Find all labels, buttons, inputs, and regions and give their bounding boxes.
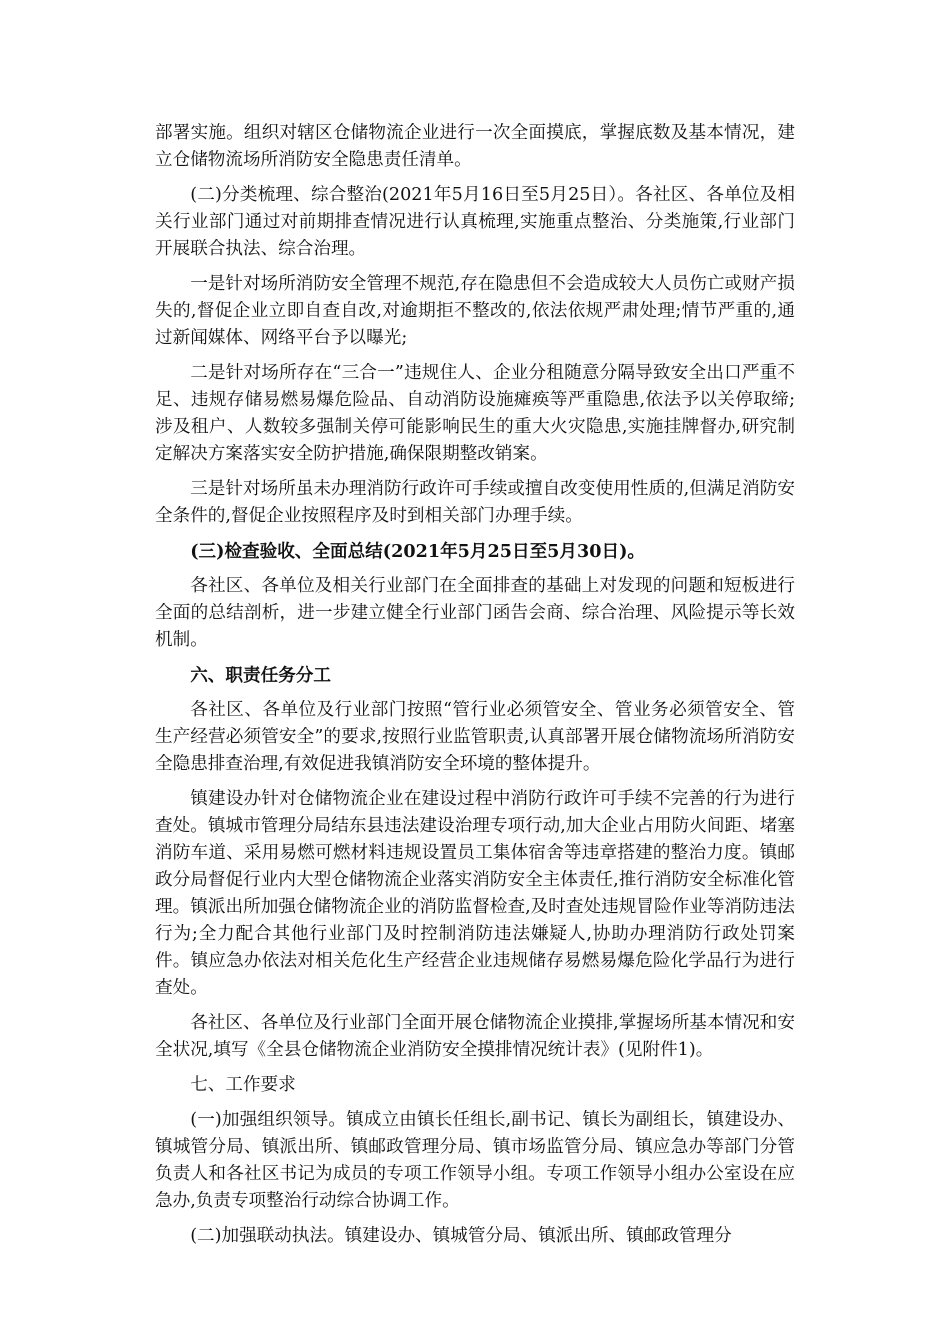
paragraph-joint-enforcement: (二)加强联动执法。镇建设办、镇城管分局、镇派出所、镇邮政管理分 bbox=[190, 1226, 732, 1246]
heading-inspection-summary: (三)检查验收、全面总结(2021年5月25日至5月30日)。 bbox=[190, 541, 645, 562]
paragraph-item-one: 一是针对场所消防安全管理不规范,存在隐患但不会造成较大人员伤亡或财产损失的,督促企业立即自查自改,对逾期拒不整改的,依法依规严肃处理;情节严重的,通过新闻媒体、网络平台予以曝光; bbox=[155, 274, 795, 348]
paragraph-sort-and-rectify: (二)分类梳理、综合整治(2021年5月16日至5月25日）。各社区、各单位及相关行业部门通过对前期排查情况进行认真梳理,实施重点整治、分类施策,行业部门开展联合执法、综合治理。 bbox=[155, 185, 795, 259]
paragraph-item-three: 三是针对场所虽未办理消防行政许可手续或擅自改变使用性质的,但满足消防安全条件的,督促企业按照程序及时到相关部门办理手续。 bbox=[155, 479, 795, 526]
paragraph-responsibility: 各社区、各单位及行业部门按照“管行业必须管安全、管业务必须管安全、管生产经营必须管安全”的要求,按照行业监管职责,认真部署开展仓储物流场所消防安全隐患排查治理,有效促进我镇消防安全环境的整体提升。 bbox=[155, 700, 795, 774]
paragraph-survey-form: 各社区、各单位及行业部门全面开展仓储物流企业摸排,掌握场所基本情况和安全状况,填写《全县仓储物流企业消防安全摸排情况统计表》(见附件1)。 bbox=[155, 1013, 795, 1060]
heading-section-six: 六、职责任务分工 bbox=[190, 665, 331, 686]
paragraph-item-two: 二是针对场所存在“三合一”违规住人、企业分租随意分隔导致安全出口严重不足、违规存储易燃易爆危险品、自动消防设施瘫痪等严重隐患,依法予以关停取缔;涉及租户、人数较多强制关停可能影响民生的重大火灾隐患,实施挂牌督办,研究制定解决方案落实安全防护措施,确保限期整改销案。 bbox=[155, 363, 795, 464]
heading-section-seven: 七、工作要求 bbox=[190, 1075, 296, 1095]
paragraph-summary-analysis: 各社区、各单位及相关行业部门在全面排查的基础上对发现的问题和短板进行全面的总结剖析，进一步建立健全行业部门函告会商、综合治理、风险提示等长效机制。 bbox=[155, 576, 795, 650]
paragraph-department-duties: 镇建设办针对仓储物流企业在建设过程中消防行政许可手续不完善的行为进行查处。镇城市管理分局结东县违法建设治理专项行动,加大企业占用防火间距、堵塞消防车道、采用易燃可燃材料违规设置员工集体宿舍等违章搭建的整治力度。镇邮政分局督促行业内大型仓储物流企业落实消防安全主体责任,推行消防安全标准化管理。镇派出所加强仓储物流企业的消防监督检查,及时查处违规冒险作业等消防违法行为;全力配合其他行业部门及时控制消防违法嫌疑人,协助办理消防行政处罚案件。镇应急办依法对相关危化生产经营企业违规储存易燃易爆危险化学品行为进行查处。 bbox=[155, 789, 795, 998]
paragraph-leadership: (一)加强组织领导。镇成立由镇长任组长,副书记、镇长为副组长，镇建设办、镇城管分局、镇派出所、镇邮政管理分局、镇市场监管分局、镇应急办等部门分管负责人和各社区书记为成员的专项工作领导小组。专项工作领导小组办公室设在应急办,负责专项整治行动综合协调工作。 bbox=[155, 1110, 795, 1211]
paragraph-continuation: 部署实施。组织对辖区仓储物流企业进行一次全面摸底，掌握底数及基本情况，建立仓储物流场所消防安全隐患责任清单。 bbox=[155, 123, 795, 170]
